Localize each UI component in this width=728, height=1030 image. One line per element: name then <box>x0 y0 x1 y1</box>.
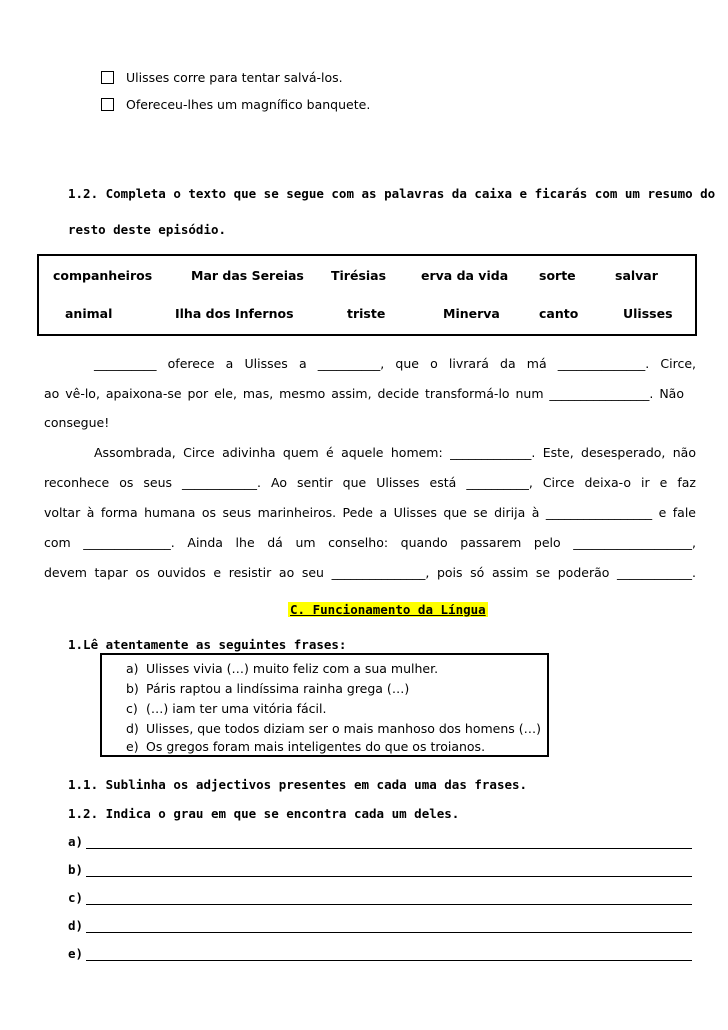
question-1: 1.Lê atentamente as seguintes frases: <box>68 637 347 652</box>
sentence-label: d) <box>126 721 139 736</box>
answer-line-e[interactable] <box>68 946 692 961</box>
question-1-2-line-2: resto deste episódio. <box>68 222 227 237</box>
section-title: C. Funcionamento da Língua <box>290 602 486 617</box>
checkbox[interactable] <box>101 98 114 111</box>
sentence-label: c) <box>126 701 138 716</box>
cloze-line: ao vê-lo, apaixona-se por ele, mas, mesmo assim, decide transformá-lo num ________________. Não <box>44 386 684 401</box>
answer-label: c) <box>68 890 84 905</box>
word: Ulisses <box>623 306 673 321</box>
sentence-text: Ulisses, que todos diziam ser o mais manhoso dos homens (…) <box>146 721 542 736</box>
question-1-2: 1.2. Indica o grau em que se encontra cada um deles. <box>68 806 460 821</box>
checklist-label: Ulisses corre para tentar salvá-los. <box>126 70 343 85</box>
word: sorte <box>539 268 576 283</box>
answer-blank[interactable] <box>86 948 692 961</box>
checkbox[interactable] <box>101 71 114 84</box>
sentence-text: (…) iam ter uma vitória fácil. <box>146 701 327 716</box>
word: erva da vida <box>421 268 509 283</box>
sentence-d <box>126 721 541 736</box>
sentences-box <box>100 653 549 757</box>
checklist-label: Ofereceu-lhes um magnífico banquete. <box>126 97 371 112</box>
word: canto <box>539 306 579 321</box>
sentence-text: Ulisses vivia (…) muito feliz com a sua mulher. <box>146 661 439 676</box>
cloze-line: com ______________. Ainda lhe dá um conselho: quando passarem pelo ___________________, <box>44 535 696 550</box>
answer-label: d) <box>68 918 84 933</box>
answer-label: e) <box>68 946 84 961</box>
answer-blank[interactable] <box>86 892 692 905</box>
word: triste <box>347 306 386 321</box>
word: Mar das Sereias <box>191 268 304 283</box>
sentence-c <box>126 701 326 716</box>
word: animal <box>65 306 113 321</box>
sentence-text: Os gregos foram mais inteligentes do que os troianos. <box>146 739 486 754</box>
cloze-line: devem tapar os ouvidos e resistir ao seu _______________, pois só assim se poderão ____________. <box>44 565 696 580</box>
word: salvar <box>615 268 658 283</box>
cloze-line: Assombrada, Circe adivinha quem é aquele homem: _____________. Este, desesperado, não <box>94 445 696 460</box>
sentence-e <box>126 739 485 754</box>
checklist-item-1 <box>101 70 343 85</box>
cloze-line: __________ oferece a Ulisses a __________, que o livrará da má ______________. Circe, <box>94 356 696 371</box>
answer-line-d[interactable] <box>68 918 692 933</box>
sentence-b <box>126 681 409 696</box>
answer-blank[interactable] <box>86 920 692 933</box>
question-1-2-line-1: 1.2. Completa o texto que se segue com as palavras da caixa e ficarás com um resumo do <box>68 186 716 201</box>
answer-blank[interactable] <box>86 836 692 849</box>
cloze-line: consegue! <box>44 415 110 430</box>
answer-label: a) <box>68 834 84 849</box>
sentence-label: e) <box>126 739 139 754</box>
cloze-line: voltar à forma humana os seus marinheiros. Pede a Ulisses que se dirija à _________________ e fale <box>44 505 696 520</box>
sentence-label: a) <box>126 661 139 676</box>
sentence-label: b) <box>126 681 139 696</box>
answer-line-b[interactable] <box>68 862 692 877</box>
answer-label: b) <box>68 862 84 877</box>
cloze-line: reconhece os seus ____________. Ao sentir que Ulisses está __________, Circe deixa-o ir e faz <box>44 475 696 490</box>
word-box <box>37 254 697 336</box>
word: companheiros <box>53 268 153 283</box>
answer-blank[interactable] <box>86 864 692 877</box>
word: Ilha dos Infernos <box>175 306 294 321</box>
sentence-a <box>126 661 438 676</box>
word: Tirésias <box>331 268 387 283</box>
word: Minerva <box>443 306 500 321</box>
answer-line-c[interactable] <box>68 890 692 905</box>
checklist-item-2 <box>101 97 370 112</box>
sentence-text: Páris raptou a lindíssima rainha grega (…) <box>146 681 410 696</box>
answer-line-a[interactable] <box>68 834 692 849</box>
question-1-1: 1.1. Sublinha os adjectivos presentes em cada uma das frases. <box>68 777 528 792</box>
